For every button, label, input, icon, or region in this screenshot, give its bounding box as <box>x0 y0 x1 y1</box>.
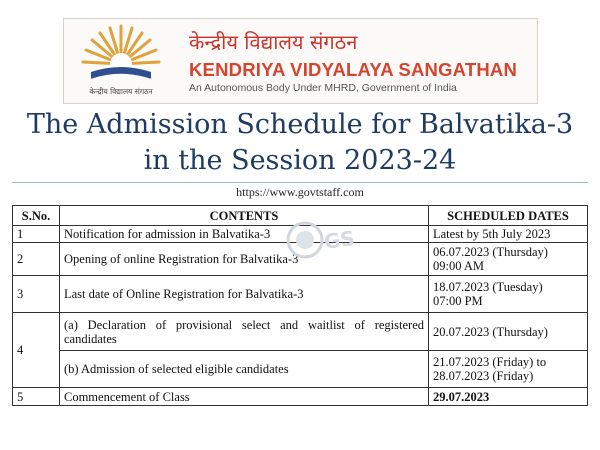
header-sno: S.No. <box>13 206 60 226</box>
svg-text:GS: GS <box>322 225 357 254</box>
source-url: https://www.govtstaff.com <box>236 185 364 199</box>
table-row <box>13 313 588 351</box>
header-dates: SCHEDULED DATES <box>429 206 588 226</box>
row-date-line1: 06.07.2023 (Thursday) <box>433 245 548 259</box>
org-name-hindi: केन्द्रीय विद्यालय संगठन <box>189 30 358 54</box>
row-sno: 2 <box>13 243 60 276</box>
table-row <box>13 351 588 388</box>
row-content: Commencement of Class <box>60 388 429 406</box>
row-content-b: (b) Admission of selected eligible candidates <box>60 351 429 388</box>
row-date-b <box>429 351 588 388</box>
row-date-a: 20.07.2023 (Thursday) <box>429 313 588 351</box>
row-date-line2: 09:00 AM <box>433 259 485 273</box>
org-tagline: An Autonomous Body Under MHRD, Government of India <box>189 82 457 94</box>
svg-text:केन्द्रीय विद्यालय संगठन: केन्द्रीय विद्यालय संगठन <box>89 87 153 96</box>
row-content: Notification for admission in Balvatika-3 <box>60 226 429 243</box>
row-content: Opening of online Registration for Balvatika-3 <box>60 243 429 276</box>
kvs-logo-icon <box>73 24 169 100</box>
row-date-line1: 18.07.2023 (Tuesday) <box>433 280 543 294</box>
schedule-table <box>12 205 588 406</box>
row-date-b-line2: 28.07.2023 (Friday) <box>433 369 534 383</box>
table-row <box>13 243 588 276</box>
row-date <box>429 276 588 313</box>
row-sno: 1 <box>13 226 60 243</box>
table-row <box>13 276 588 313</box>
row-date: 29.07.2023 <box>429 388 588 406</box>
page-title-line2: in the Session 2023-24 <box>143 145 457 176</box>
row-date-line2: 07:00 PM <box>433 294 483 308</box>
table-header-row <box>13 206 588 226</box>
row-date <box>429 243 588 276</box>
table-row <box>13 388 588 406</box>
page-title-line1: The Admission Schedule for Balvatika-3 <box>26 109 574 140</box>
row-sno: 3 <box>13 276 60 313</box>
row-date: Latest by 5th July 2023 <box>429 226 588 243</box>
divider <box>12 182 588 183</box>
org-name-english: KENDRIYA VIDYALAYA SANGATHAN <box>189 59 518 80</box>
row-sno: 5 <box>13 388 60 406</box>
row-content: Last date of Online Registration for Balvatika-3 <box>60 276 429 313</box>
kvs-banner <box>63 18 538 104</box>
row-date-b-line1: 21.07.2023 (Friday) to <box>433 355 547 369</box>
row-sno: 4 <box>13 313 60 388</box>
header-contents: CONTENTS <box>60 206 429 226</box>
row-content-a: (a) Declaration of provisional select and waitlist of registered candidates <box>60 313 429 351</box>
table-row <box>13 226 588 243</box>
